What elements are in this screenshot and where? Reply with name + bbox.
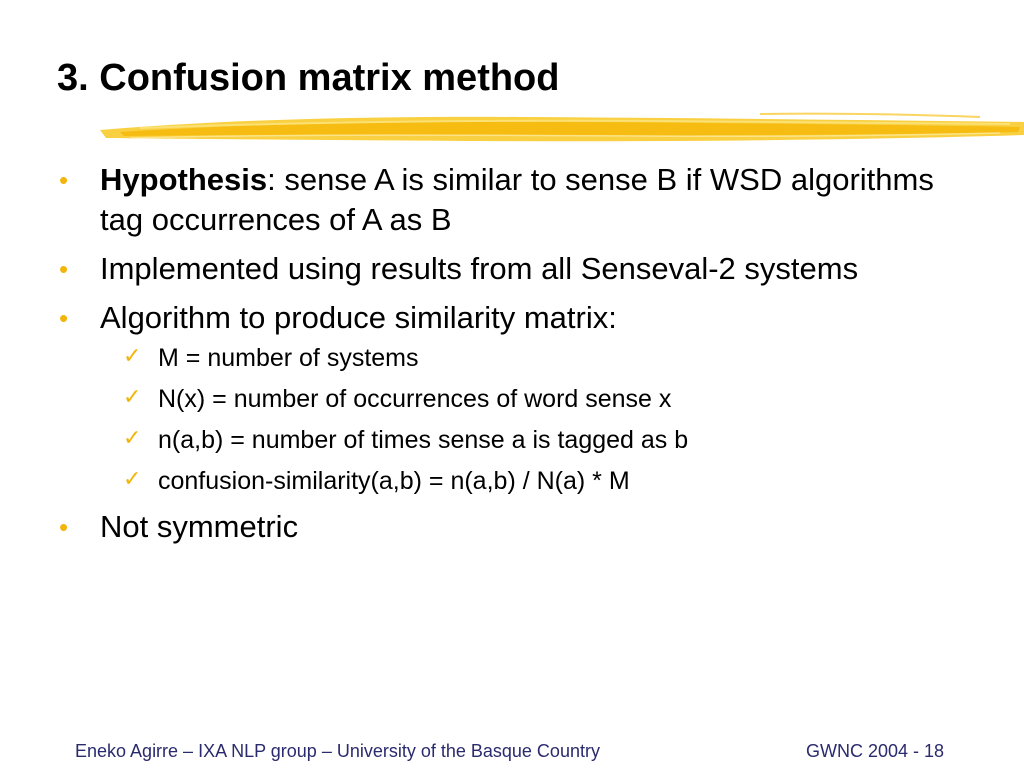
sub-bullet-text: N(x) = number of occurrences of word sense x	[158, 385, 672, 413]
slide-title: 3. Confusion matrix method	[57, 57, 560, 99]
sub-bullet-item	[57, 466, 957, 496]
dot-bullet-icon: •	[59, 512, 69, 542]
bullet-text: : sense A is similar to sense B if WSD algorithms tag occurrences of A as B	[100, 162, 934, 237]
bullet-item	[57, 507, 957, 547]
footer-page-number: GWNC 2004 - 18	[806, 741, 945, 761]
checkmark-icon: ✓	[123, 467, 142, 492]
checkmark-icon: ✓	[123, 344, 142, 369]
bullet-strong-text: Hypothesis	[100, 162, 268, 197]
dot-bullet-icon: •	[59, 165, 69, 195]
bullet-text: Implemented using results from all Senseval-2 systems	[100, 251, 859, 286]
sub-bullet-item	[57, 343, 957, 373]
bullet-list	[57, 160, 957, 556]
sub-bullet-list	[57, 343, 957, 496]
dot-bullet-icon: •	[59, 254, 69, 284]
bullet-text: Not symmetric	[100, 509, 299, 544]
bullet-text: Algorithm to produce similarity matrix:	[100, 300, 617, 335]
sub-bullet-item	[57, 425, 957, 455]
dot-bullet-icon: •	[59, 303, 69, 333]
checkmark-icon: ✓	[123, 426, 142, 451]
sub-bullet-text: confusion-similarity(a,b) = n(a,b) / N(a) * M	[158, 467, 630, 495]
bullet-item	[57, 249, 957, 289]
footer-author: Eneko Agirre – IXA NLP group – University of the Basque Country	[75, 741, 600, 761]
bullet-item	[57, 298, 957, 338]
sub-bullet-text: M = number of systems	[158, 344, 419, 372]
sub-bullet-text: n(a,b) = number of times sense a is tagged as b	[158, 426, 689, 454]
bullet-item	[57, 160, 957, 240]
sub-bullet-item	[57, 384, 957, 414]
checkmark-icon: ✓	[123, 385, 142, 410]
title-brushstroke-decoration	[100, 108, 1024, 148]
